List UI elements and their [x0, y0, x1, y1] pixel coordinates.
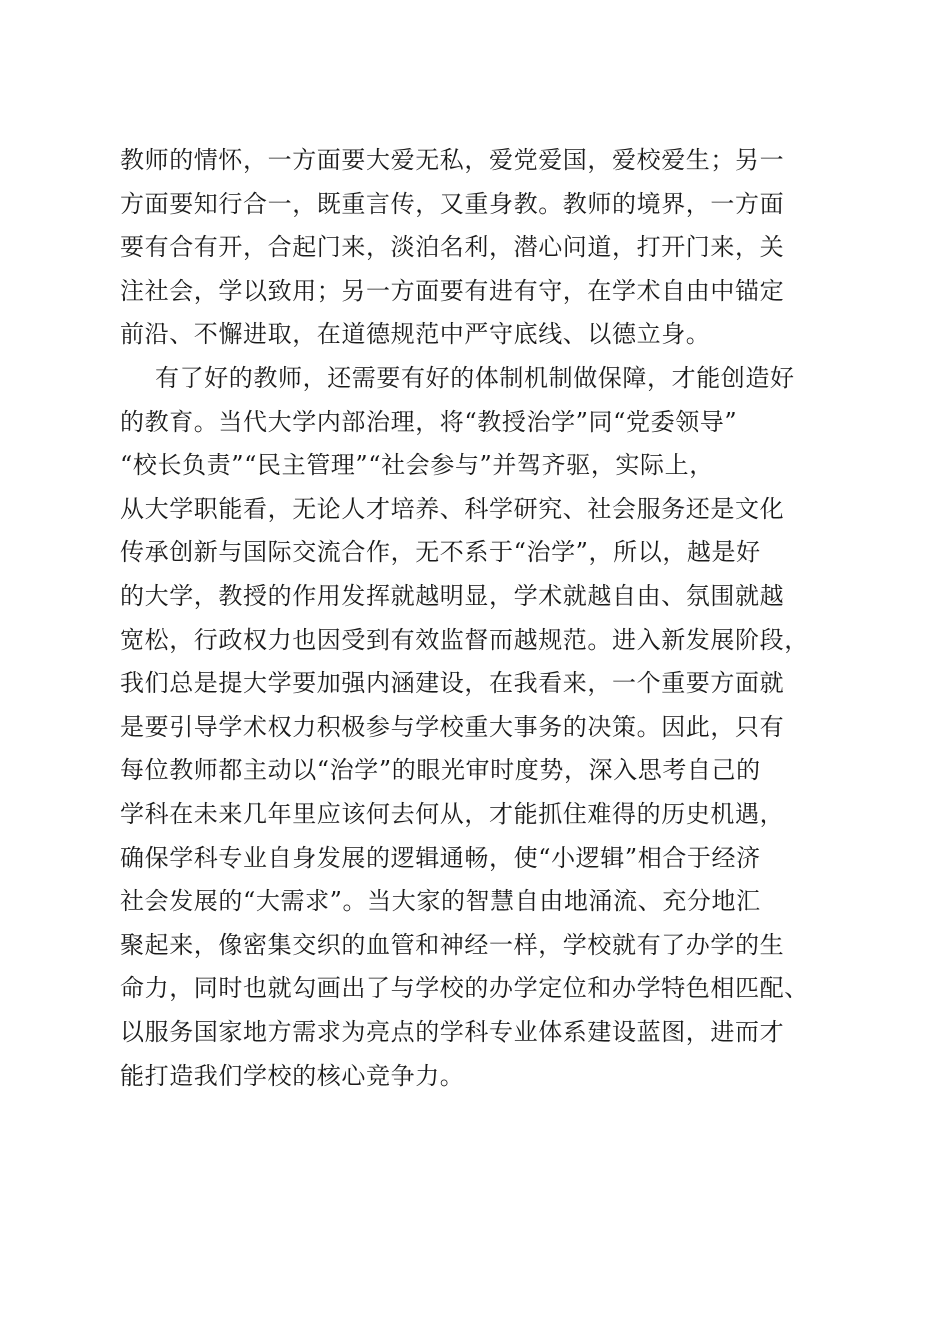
text-line: 宽松，行政权力也因受到有效监督而越规范。进入新发展阶段，: [120, 625, 809, 654]
text-line: 要有合有开，合起门来，淡泊名利，潜心问道，打开门来，关: [120, 233, 785, 262]
text-line: 传承创新与国际交流合作，无不系于“治学”，所以，越是好: [120, 538, 761, 567]
text-line: 从大学职能看，无论人才培养、科学研究、社会服务还是文化: [120, 494, 785, 523]
text-line: 教师的情怀，一方面要大爱无私，爱党爱国，爱校爱生；另一: [120, 146, 785, 174]
text-line: 是要引导学术权力积极参与学校重大事务的决策。因此，只有: [120, 712, 785, 741]
text-line: 以服务国家地方需求为亮点的学科专业体系建设蓝图，进而才: [120, 1018, 785, 1046]
paragraph-first-line: 有了好的教师，还需要有好的体制机制做保障，才能创造好: [155, 364, 795, 392]
text-line: 前沿、不懈进取，在道德规范中严守底线、以德立身。: [120, 320, 711, 349]
text-line: 方面要知行合一，既重言传，又重身教。教师的境界，一方面: [120, 189, 785, 218]
text-line: 注社会，学以致用；另一方面要有进有守，在学术自由中锚定: [120, 276, 785, 305]
text-line: 社会发展的“大需求”。当大家的智慧自由地涌流、充分地汇: [120, 887, 761, 916]
text-line: 我们总是提大学要加强内涵建设，在我看来，一个重要方面就: [120, 669, 785, 698]
text-line: “校长负责”“民主管理”“社会参与”并驾齐驱，实际上，: [120, 451, 714, 480]
text-line: 能打造我们学校的核心竞争力。: [120, 1061, 465, 1090]
text-line: 学科在未来几年里应该何去何从，才能抓住难得的历史机遇，: [120, 800, 785, 828]
text-line: 聚起来，像密集交织的血管和神经一样，学校就有了办学的生: [120, 930, 785, 959]
text-line: 的教育。当代大学内部治理，将“教授治学”同“党委领导”: [120, 407, 738, 436]
text-line: 命力，同时也就勾画出了与学校的办学定位和办学特色相匹配、: [120, 974, 809, 1003]
text-line: 的大学，教授的作用发挥就越明显，学术就越自由、氛围就越: [120, 582, 785, 610]
text-line: 每位教师都主动以“治学”的眼光审时度势，深入思考自己的: [120, 756, 761, 785]
text-line: 确保学科专业自身发展的逻辑通畅，使“小逻辑”相合于经济: [120, 843, 761, 872]
